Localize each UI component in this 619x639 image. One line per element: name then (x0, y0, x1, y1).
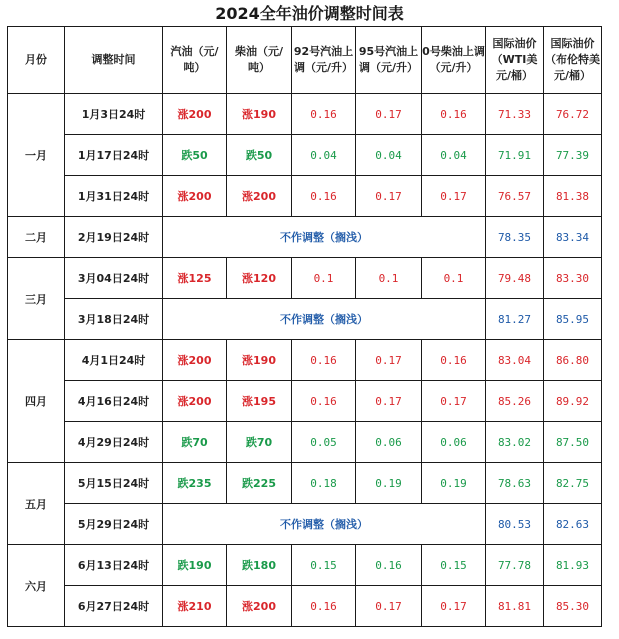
brent-cell: 81.93 (544, 545, 602, 586)
g95-cell: 0.1 (356, 258, 422, 299)
brent-cell: 86.80 (544, 340, 602, 381)
month-cell-may: 五月 (8, 463, 65, 545)
gasoline-cell: 跌190 (163, 545, 227, 586)
table-row (8, 463, 602, 504)
month-cell-feb: 二月 (8, 217, 65, 258)
g92-cell: 0.15 (292, 545, 356, 586)
d0-cell: 0.16 (422, 94, 486, 135)
month-cell-mar: 三月 (8, 258, 65, 340)
brent-cell: 76.72 (544, 94, 602, 135)
diesel-cell: 跌225 (227, 463, 292, 504)
diesel-cell: 涨120 (227, 258, 292, 299)
wti-cell: 79.48 (486, 258, 544, 299)
brent-cell: 85.30 (544, 586, 602, 627)
g95-cell: 0.17 (356, 381, 422, 422)
header-diesel: 柴油（元/吨） (227, 27, 292, 94)
wti-cell: 81.81 (486, 586, 544, 627)
d0-cell: 0.16 (422, 340, 486, 381)
time-cell: 1月31日24时 (65, 176, 163, 217)
brent-cell: 83.34 (544, 217, 602, 258)
g95-cell: 0.19 (356, 463, 422, 504)
gasoline-cell: 涨125 (163, 258, 227, 299)
table-row (8, 381, 602, 422)
oil-price-table (7, 26, 602, 627)
diesel-cell: 跌50 (227, 135, 292, 176)
table-row (8, 422, 602, 463)
gasoline-cell: 跌70 (163, 422, 227, 463)
wti-cell: 71.91 (486, 135, 544, 176)
time-cell: 3月18日24时 (65, 299, 163, 340)
time-cell: 2月19日24时 (65, 217, 163, 258)
no-change-cell: 不作调整（搁浅） (163, 217, 486, 258)
time-cell: 4月16日24时 (65, 381, 163, 422)
wti-cell: 77.78 (486, 545, 544, 586)
time-cell: 3月04日24时 (65, 258, 163, 299)
d0-cell: 0.17 (422, 586, 486, 627)
time-cell: 6月27日24时 (65, 586, 163, 627)
gasoline-cell: 涨200 (163, 381, 227, 422)
wti-cell: 78.35 (486, 217, 544, 258)
g92-cell: 0.05 (292, 422, 356, 463)
time-cell: 1月3日24时 (65, 94, 163, 135)
g92-cell: 0.16 (292, 586, 356, 627)
d0-cell: 0.04 (422, 135, 486, 176)
header-month: 月份 (8, 27, 65, 94)
header-0-diesel: 0号柴油上调（元/升） (422, 27, 486, 94)
page-title: 2024全年油价调整时间表 (215, 4, 404, 23)
gasoline-cell: 跌235 (163, 463, 227, 504)
g95-cell: 0.17 (356, 94, 422, 135)
gasoline-cell: 涨210 (163, 586, 227, 627)
g92-cell: 0.16 (292, 340, 356, 381)
time-cell: 5月29日24时 (65, 504, 163, 545)
gasoline-cell: 涨200 (163, 340, 227, 381)
wti-cell: 83.02 (486, 422, 544, 463)
header-time: 调整时间 (65, 27, 163, 94)
brent-cell: 77.39 (544, 135, 602, 176)
wti-cell: 83.04 (486, 340, 544, 381)
no-change-cell: 不作调整（搁浅） (163, 299, 486, 340)
wti-cell: 78.63 (486, 463, 544, 504)
diesel-cell: 涨190 (227, 94, 292, 135)
diesel-cell: 涨200 (227, 176, 292, 217)
g92-cell: 0.18 (292, 463, 356, 504)
g92-cell: 0.1 (292, 258, 356, 299)
gasoline-cell: 涨200 (163, 94, 227, 135)
no-change-cell: 不作调整（搁浅） (163, 504, 486, 545)
time-cell: 5月15日24时 (65, 463, 163, 504)
wti-cell: 85.26 (486, 381, 544, 422)
header-92: 92号汽油上调（元/升） (292, 27, 356, 94)
table-row (8, 340, 602, 381)
g92-cell: 0.16 (292, 381, 356, 422)
diesel-cell: 涨195 (227, 381, 292, 422)
header-gasoline: 汽油（元/吨） (163, 27, 227, 94)
time-cell: 6月13日24时 (65, 545, 163, 586)
table-row (8, 586, 602, 627)
g95-cell: 0.17 (356, 340, 422, 381)
gasoline-cell: 涨200 (163, 176, 227, 217)
header-wti: 国际油价（WTI美元/桶） (486, 27, 544, 94)
header-95: 95号汽油上调（元/升） (356, 27, 422, 94)
table-row (8, 217, 602, 258)
g95-cell: 0.04 (356, 135, 422, 176)
g95-cell: 0.16 (356, 545, 422, 586)
wti-cell: 81.27 (486, 299, 544, 340)
d0-cell: 0.15 (422, 545, 486, 586)
brent-cell: 82.75 (544, 463, 602, 504)
d0-cell: 0.19 (422, 463, 486, 504)
d0-cell: 0.1 (422, 258, 486, 299)
time-cell: 1月17日24时 (65, 135, 163, 176)
d0-cell: 0.17 (422, 381, 486, 422)
g95-cell: 0.17 (356, 586, 422, 627)
month-cell-jun: 六月 (8, 545, 65, 627)
brent-cell: 89.92 (544, 381, 602, 422)
g92-cell: 0.16 (292, 94, 356, 135)
month-cell-jan: 一月 (8, 94, 65, 217)
d0-cell: 0.17 (422, 176, 486, 217)
g92-cell: 0.16 (292, 176, 356, 217)
wti-cell: 80.53 (486, 504, 544, 545)
brent-cell: 83.30 (544, 258, 602, 299)
month-cell-apr: 四月 (8, 340, 65, 463)
diesel-cell: 涨190 (227, 340, 292, 381)
table-row (8, 258, 602, 299)
time-cell: 4月1日24时 (65, 340, 163, 381)
table-row (8, 545, 602, 586)
header-row (8, 27, 602, 94)
wti-cell: 71.33 (486, 94, 544, 135)
brent-cell: 87.50 (544, 422, 602, 463)
table-row (8, 176, 602, 217)
table-row (8, 94, 602, 135)
gasoline-cell: 跌50 (163, 135, 227, 176)
time-cell: 4月29日24时 (65, 422, 163, 463)
wti-cell: 76.57 (486, 176, 544, 217)
header-brent: 国际油价（布伦特美元/桶） (544, 27, 602, 94)
table-row (8, 135, 602, 176)
g92-cell: 0.04 (292, 135, 356, 176)
diesel-cell: 跌180 (227, 545, 292, 586)
d0-cell: 0.06 (422, 422, 486, 463)
diesel-cell: 涨200 (227, 586, 292, 627)
brent-cell: 82.63 (544, 504, 602, 545)
diesel-cell: 跌70 (227, 422, 292, 463)
table-row (8, 504, 602, 545)
brent-cell: 81.38 (544, 176, 602, 217)
g95-cell: 0.17 (356, 176, 422, 217)
brent-cell: 85.95 (544, 299, 602, 340)
table-row (8, 299, 602, 340)
g95-cell: 0.06 (356, 422, 422, 463)
